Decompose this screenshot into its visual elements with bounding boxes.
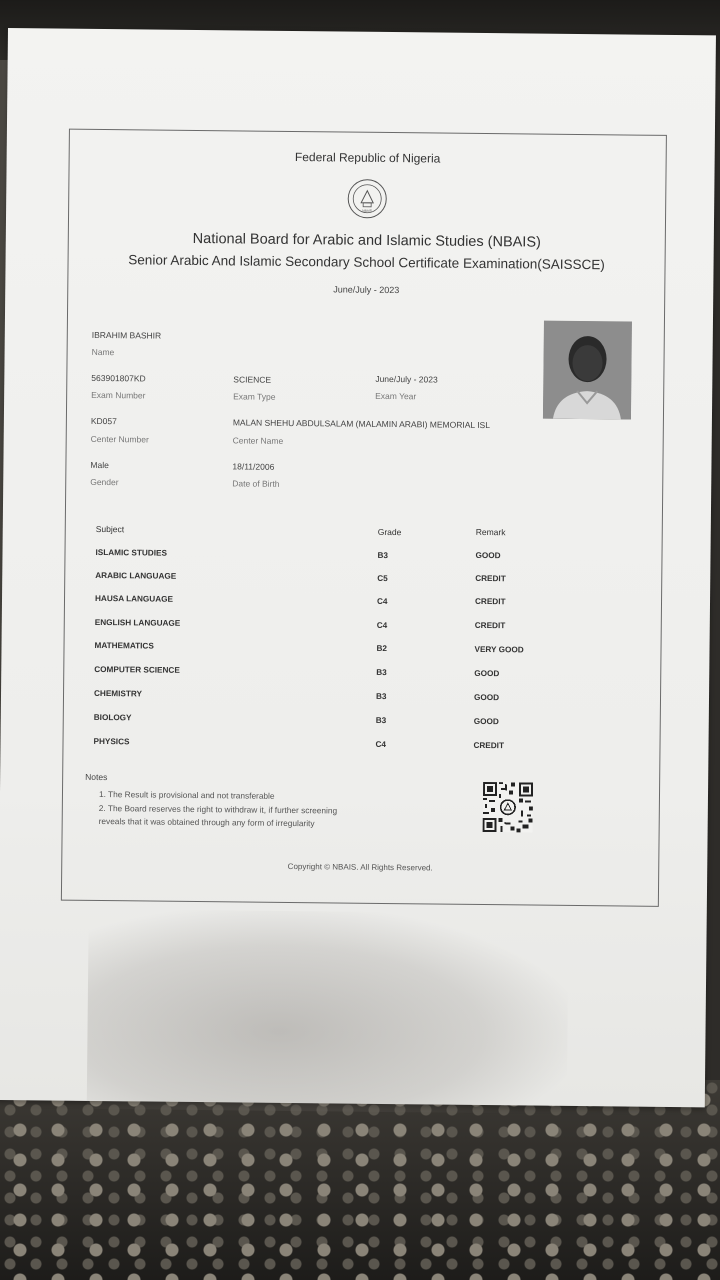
notes-title: Notes [85, 771, 108, 783]
subject-remark: CREDIT [475, 573, 506, 584]
exam-type-label: Exam Type [233, 391, 276, 402]
subject-column-header: Subject [95, 523, 125, 535]
board-title: National Board for Arabic and Islamic Studies (NBAIS) [192, 230, 541, 251]
remark-column-header: Remark [475, 526, 506, 538]
center-number: KD057 [90, 415, 117, 427]
gender: Male [90, 459, 109, 471]
subject-name: BIOLOGY [93, 712, 132, 723]
subject-remark: CREDIT [473, 740, 505, 751]
country-title: Federal Republic of Nigeria [294, 150, 441, 166]
exam-title: Senior Arabic And Islamic Secondary School Certificate Examination(SAISSCE) [128, 252, 605, 273]
subject-grade: C4 [376, 596, 388, 607]
nbais-seal-icon [347, 179, 387, 219]
note-item: 2. The Board reserves the right to withdraw it, if further screening reveals that it was obtained through any form of irregularity [98, 802, 338, 829]
center-number-label: Center Number [90, 433, 149, 445]
subject-grade: B3 [375, 715, 387, 725]
subject-grade: C4 [376, 620, 388, 631]
subject-grade: C4 [375, 739, 387, 749]
subject-remark: VERY GOOD [474, 644, 524, 655]
subject-remark: CREDIT [474, 620, 506, 631]
exam-year: June/July - 2023 [375, 373, 438, 385]
svg-text:NBAIS: NBAIS [362, 208, 372, 213]
result-sheet [0, 28, 716, 1107]
candidate-photo [543, 321, 632, 420]
exam-number-label: Exam Number [91, 389, 146, 401]
subject-name: PHYSICS [93, 736, 130, 747]
exam-year-label: Exam Year [375, 390, 417, 402]
copyright-text: Copyright © NBAIS. All Rights Reserved. [287, 861, 433, 873]
gender-label: Gender [90, 476, 119, 488]
date-of-birth: 18/11/2006 [232, 461, 275, 472]
date-of-birth-label: Date of Birth [232, 478, 280, 489]
subject-remark: GOOD [474, 668, 500, 679]
subject-grade: B3 [376, 667, 387, 678]
subject-name: ARABIC LANGUAGE [95, 570, 177, 581]
subject-name: ISLAMIC STUDIES [95, 547, 167, 558]
qr-code-icon [483, 782, 534, 833]
subject-remark: GOOD [473, 716, 499, 727]
exam-session: June/July - 2023 [333, 284, 400, 296]
subject-remark: GOOD [473, 692, 500, 703]
subject-remark: CREDIT [474, 596, 506, 607]
subject-grade: B3 [377, 550, 389, 561]
subject-grade: B3 [375, 691, 387, 701]
note-item: 1. The Result is provisional and not transferable [98, 788, 275, 801]
document-frame [61, 129, 667, 907]
candidate-name: IBRAHIM BASHIR [91, 329, 162, 341]
subject-name: ENGLISH LANGUAGE [94, 617, 181, 628]
center-name-label: Center Name [232, 435, 284, 446]
candidate-name-label: Name [91, 346, 115, 358]
grade-column-header: Grade [377, 526, 402, 538]
subject-name: COMPUTER SCIENCE [94, 664, 180, 675]
paper-shadow [87, 909, 569, 1114]
subject-grade: C5 [377, 573, 388, 584]
subject-grade: B2 [376, 643, 388, 654]
exam-number: 563901807KD [91, 372, 146, 384]
subject-name: CHEMISTRY [93, 688, 143, 699]
subject-remark: GOOD [475, 550, 501, 561]
subject-name: MATHEMATICS [94, 640, 154, 651]
center-name: MALAN SHEHU ABDULSALAM (MALAMIN ARABI) MEMORIAL ISL [232, 417, 491, 431]
subject-name: HAUSA LANGUAGE [94, 593, 174, 604]
exam-type: SCIENCE [233, 374, 272, 385]
